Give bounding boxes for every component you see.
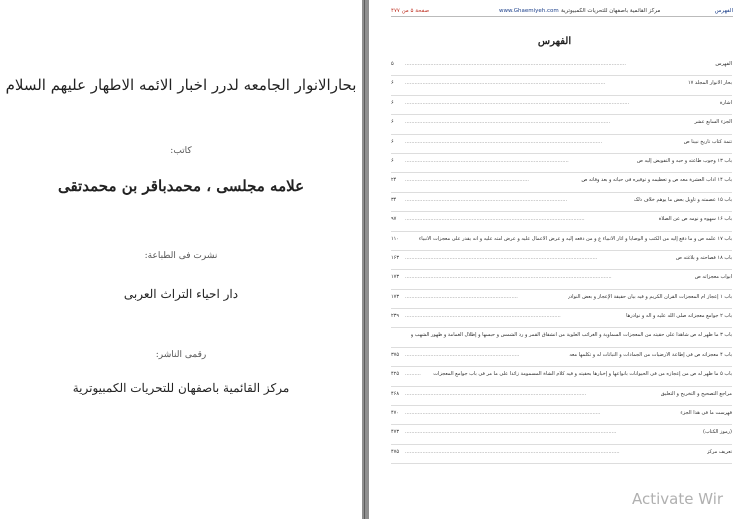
index-row[interactable] (391, 193, 732, 212)
dot-leader: ................................................................................................................................. (405, 119, 611, 126)
dot-leader: ...................................................................................................... (405, 196, 568, 203)
index-page-number: ۶ (391, 119, 394, 126)
index-title: الفهرس (537, 36, 572, 47)
index-entry-text[interactable]: الجزء السابع عشر (694, 119, 732, 126)
index-list (391, 57, 732, 464)
dot-leader: ..................................................................................................................................... (405, 429, 617, 436)
dot-leader: ....................................................................... (405, 293, 518, 300)
index-page-number: ۴۷۵ (391, 448, 400, 455)
index-page-number: ۱۷۳ (391, 274, 400, 281)
index-entry-text[interactable]: اشارة (719, 99, 732, 106)
index-row[interactable] (391, 270, 732, 289)
index-entry-text[interactable]: باب ۱ إعجاز أم المعجزات القرآن الکریم و فیه بیان حقیقة الإعجاز و بعض النوادر (567, 293, 732, 300)
activate-windows-watermark: Activate Wir (632, 490, 724, 508)
index-entry-text[interactable]: باب ۵ ما ظهر له ص من إعجازه من فی الحیوانات بأنواعها و إخبارها بحقیته و فیه کلام الشاة المسمومة زائدا علی ما مر فی باب جوامع المعجزات (433, 371, 732, 378)
dot-leader: .............................................................................................................................. (405, 80, 606, 87)
index-entry-text[interactable]: باب ۱۸ فصاحته و بلاغته ص (675, 254, 732, 261)
publisher-name: دار احیاء التراث العربی (123, 287, 239, 301)
index-page-number: ۶ (391, 138, 394, 145)
dot-leader: ............................................................................................................................ (405, 138, 603, 145)
index-row[interactable] (391, 76, 732, 95)
index-page (369, 0, 740, 519)
dot-leader: .................................................................................................. (405, 313, 561, 320)
publisher-label: نشرت فی الطباعة: (144, 251, 218, 261)
index-row[interactable] (391, 406, 732, 425)
dot-leader: .................................................................................................................. (405, 390, 587, 397)
index-entry-text[interactable]: باب ۱۴ آداب العشرة معه ص و تعظیمه و توقیره فی حیاته و بعد وفاته ص (581, 177, 732, 184)
index-row[interactable] (391, 232, 732, 251)
index-row[interactable] (391, 328, 732, 347)
index-row[interactable] (391, 387, 732, 406)
author-label: کاتب: (170, 146, 192, 156)
index-entry-text[interactable]: أبواب معجزاته ص (694, 274, 732, 281)
index-page-number: ۳۴ (391, 196, 397, 203)
index-page-number: ۴۶۸ (391, 390, 400, 397)
dot-leader: ....................................................................................................................................... (405, 448, 620, 455)
dot-leader: .......... (405, 371, 421, 378)
dot-leader: ....................................................................................................... (405, 157, 569, 164)
index-entry-text[interactable]: باب ۴ معجزاته ص فی إطاعة الأرضیات من الجمادات و النباتات له و تکلمها معه (569, 351, 732, 358)
index-entry-text[interactable]: فهرست ما فی هذا الجزء (680, 410, 732, 417)
index-row[interactable] (391, 115, 732, 134)
dot-leader: ............................................................................................................................................. (405, 99, 630, 106)
index-page-number: ۹۷ (391, 216, 397, 223)
page-separator (362, 0, 369, 519)
index-row[interactable] (391, 173, 732, 192)
dot-leader: ........................................................................................................................................... (405, 61, 626, 67)
index-entry-text[interactable]: (رموز الکتاب) (703, 429, 732, 436)
index-row[interactable] (391, 445, 732, 464)
index-page-number: ۶ (391, 157, 394, 164)
index-entry-text[interactable]: باب ۱۵ عصمته و تأویل بعض ما یوهم خلاف ذلک (633, 196, 732, 203)
index-entry-text[interactable]: باب ۱۶ سهوه و نومه ص عن الصلاة (658, 216, 732, 223)
index-page-number: ۶ (391, 80, 394, 87)
index-entry-text[interactable]: باب ۳ ما ظهر له ص شاهدا علی حقیته من المعجزات السماویة و الغرائب العلویة من انشقاق القمر و رد الشمس و حبسها و إظلال الغمامة و ظهور الشهب و (410, 332, 732, 339)
page-header (391, 5, 733, 17)
index-entry-text[interactable]: الفهرس (715, 61, 732, 67)
index-row[interactable] (391, 154, 732, 173)
dot-leader: .............................................................................. (405, 177, 529, 184)
dot-leader: ......................................................................................................................... (405, 254, 598, 261)
index-page-number: ۱۱۰ (391, 235, 400, 242)
index-row[interactable] (391, 96, 732, 115)
index-row[interactable] (391, 425, 732, 444)
index-row[interactable] (391, 135, 732, 154)
index-page-number: ۵ (391, 61, 394, 67)
index-page-number: ۲۴ (391, 177, 397, 184)
index-row[interactable] (391, 251, 732, 270)
index-row[interactable] (391, 367, 732, 386)
dot-leader: .................................................................................................................................. (405, 274, 612, 281)
index-entry-text[interactable]: تعریف مرکز (706, 448, 732, 455)
index-entry-text[interactable]: باب ۱۳ وجوب طاعته و حبه و التفویض إلیه ص (636, 157, 732, 164)
index-page-number: ۶ (391, 99, 394, 106)
index-entry-text[interactable]: باب ۱۷ علمه ص و ما دفع إلیه من الکتب و الوصایا و آثار الأنبیاء ع و من دفعه إلیه و عرض الأعمال علیه و عرض أمته علیه و أنه یقدر علی معجزات الأنبیاء (418, 235, 732, 242)
index-entry-text[interactable]: تتمة کتاب تاریخ نبینا ص (683, 138, 732, 145)
dot-leader: ................................................................................................................. (405, 216, 585, 223)
index-row[interactable] (391, 212, 732, 231)
header-website-link[interactable]: www.Ghaemiyeh.com (499, 8, 559, 14)
index-page-number: ۴۷۳ (391, 429, 400, 436)
index-page-number: ۱۷۳ (391, 293, 400, 300)
index-page-number: ۱۶۳ (391, 254, 400, 261)
cover-page (0, 0, 362, 519)
digital-publisher-label: رقمی الناشر: (155, 350, 207, 360)
index-page-number: ۲۳۹ (391, 313, 400, 320)
index-row[interactable] (391, 348, 732, 367)
index-entry-text[interactable]: مراجع التصحیح و التخریج و التعلیق (660, 390, 732, 397)
index-page-number: ۴۲۵ (391, 371, 400, 378)
dot-leader: ........................................................................................................................... (405, 410, 601, 417)
digital-publisher-name: مرکز القائمیة باصفهان للتحریات الکمبیوتریة (72, 381, 290, 395)
index-row[interactable] (391, 290, 732, 309)
book-title: بحارالانوار الجامعه لدرر اخبار الائمه الاطهار علیهم السلام (5, 76, 357, 94)
index-page-number: ۴۷۰ (391, 410, 400, 417)
header-page-number: صفحة ۵ من ۴۷۷ (391, 8, 430, 14)
dot-leader: ........................................................................ (405, 351, 520, 358)
index-page-number: ۳۷۵ (391, 351, 400, 358)
index-row[interactable] (391, 57, 732, 76)
index-entry-text[interactable]: بحار الانوار المجلد ۱۷ (687, 80, 732, 87)
author-name: علامه مجلسی ، محمدباقر بن محمدتقی (57, 177, 305, 195)
index-entry-text[interactable]: باب ۲ جوامع معجزاته صلی الله علیه و آله و نوادرها (626, 313, 732, 320)
header-index-link[interactable]: الفهرس (714, 8, 733, 14)
header-center-name: مرکز القائمیة باصفهان للتحریات الکمبیوتریة (561, 8, 661, 14)
index-row[interactable] (391, 309, 732, 328)
